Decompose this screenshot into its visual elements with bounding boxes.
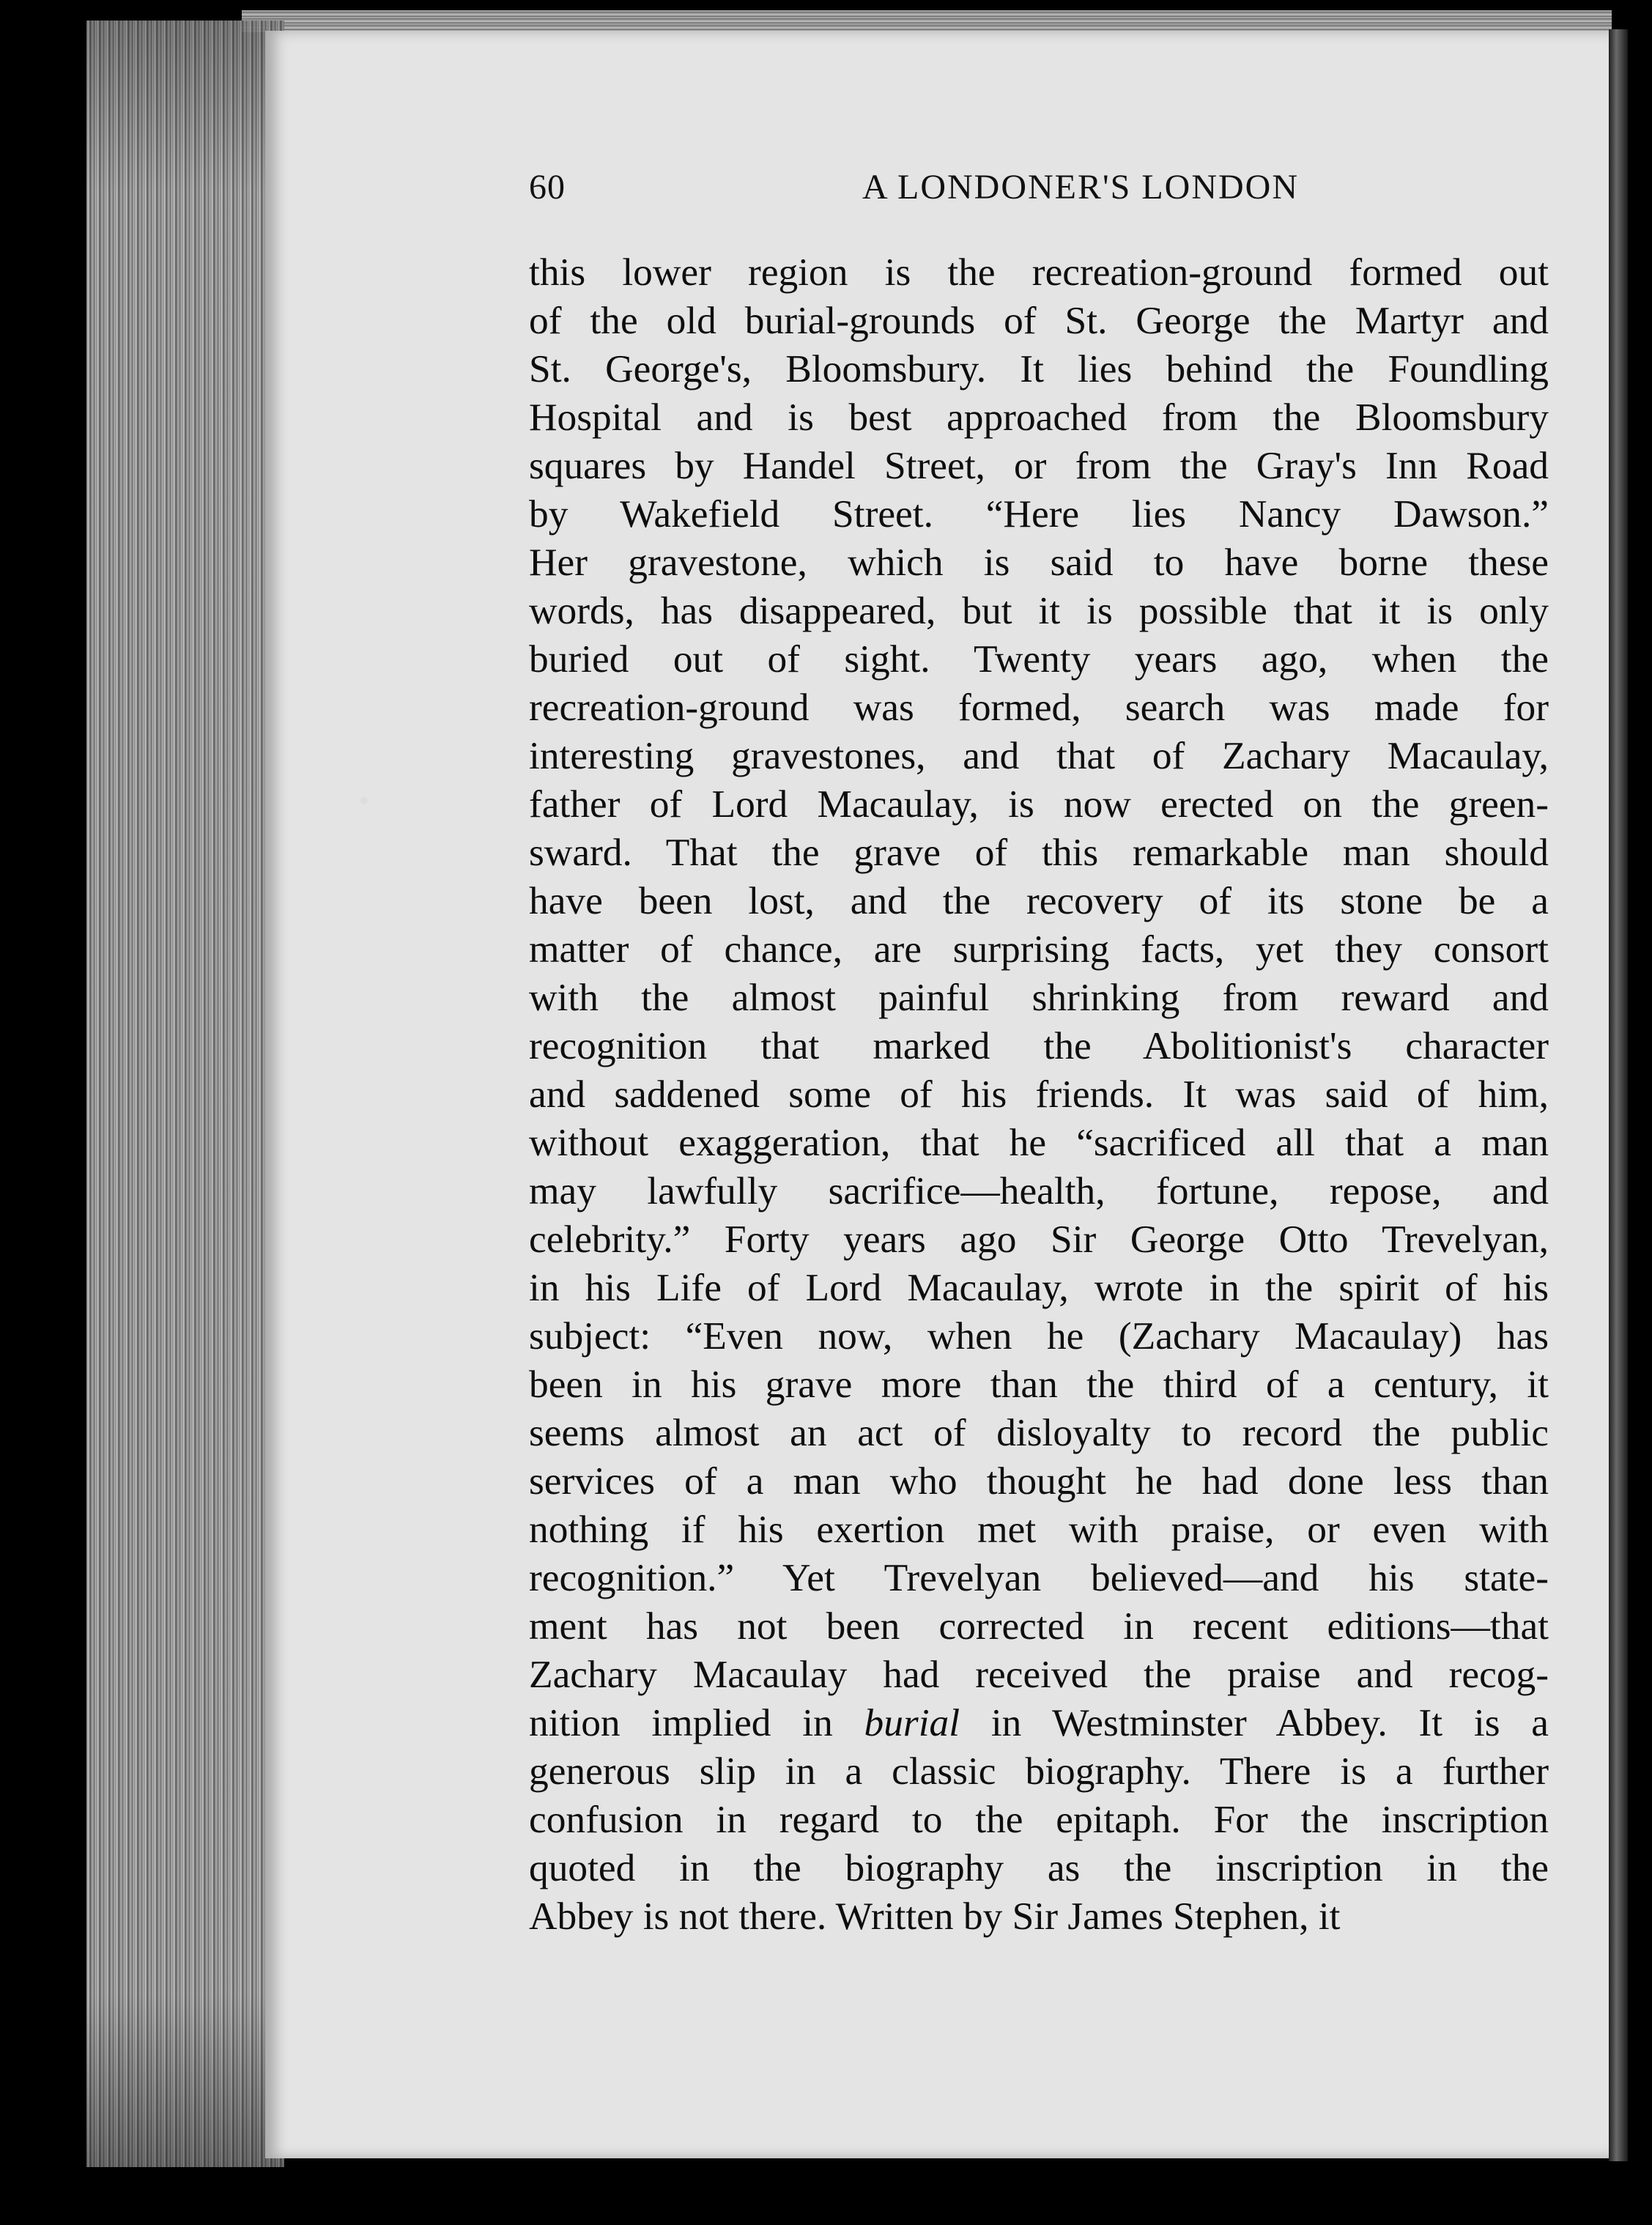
page-edges-stack — [86, 21, 284, 2167]
running-head — [529, 167, 1544, 218]
text-line: ment has not been corrected in recent editions—that — [529, 1604, 1549, 1648]
text-line: subject: “Even now, when he (Zachary Macaulay) has — [529, 1314, 1549, 1358]
text-line: confusion in regard to the epitaph. For the inscription — [529, 1797, 1549, 1841]
margin-speck — [360, 797, 368, 804]
text-line: of the old burial-grounds of St. George the Martyr and — [529, 298, 1549, 342]
text-line: services of a man who thought he had done less than — [529, 1459, 1549, 1503]
text-line: Hospital and is best approached from the Bloomsbury — [529, 395, 1549, 439]
text-line: St. George's, Bloomsbury. It lies behind the Foundling — [529, 347, 1549, 390]
page-right-edge — [1609, 29, 1628, 2161]
text-line: buried out of sight. Twenty years ago, when the — [529, 637, 1549, 681]
text-line: nothing if his exertion met with praise, or even with — [529, 1507, 1549, 1551]
text-line: recognition.” Yet Trevelyan believed—and his state- — [529, 1555, 1549, 1599]
text-line: this lower region is the recreation-ground formed out — [529, 250, 1549, 294]
text-line: quoted in the biography as the inscription in the — [529, 1845, 1549, 1889]
page-top-edge — [242, 10, 1612, 32]
text-line: Abbey is not there. Written by Sir James Stephen, it — [529, 1894, 1341, 1938]
page-number: 60 — [529, 168, 566, 207]
text-line: father of Lord Macaulay, is now erected on the green- — [529, 782, 1549, 826]
text-line: recreation-ground was formed, search was made for — [529, 685, 1549, 729]
text-run: nition implied in — [529, 1700, 833, 1744]
text-line: sward. That the grave of this remarkable man should — [529, 830, 1549, 874]
text-line: squares by Handel Street, or from the Gray's Inn Road — [529, 443, 1549, 487]
text-line: words, has disappeared, but it is possible that it is only — [529, 588, 1549, 632]
text-run: in Westminster Abbey. It is a — [990, 1700, 1549, 1744]
text-line: Her gravestone, which is said to have borne these — [529, 540, 1549, 584]
text-line: by Wakefield Street. “Here lies Nancy Dawson.” — [529, 492, 1549, 536]
text-line: recognition that marked the Abolitionist's character — [529, 1023, 1549, 1067]
text-line — [529, 1698, 1549, 1747]
text-line: interesting gravestones, and that of Zachary Macaulay, — [529, 733, 1549, 777]
italic-word: burial — [864, 1700, 960, 1744]
text-line: Zachary Macaulay had received the praise and recog- — [529, 1652, 1549, 1696]
running-title: A LONDONER'S LONDON — [862, 168, 1299, 207]
text-line: may lawfully sacrifice—health, fortune, repose, and — [529, 1169, 1549, 1213]
body-text — [529, 248, 1549, 1940]
text-line: have been lost, and the recovery of its stone be a — [529, 878, 1549, 922]
text-line: generous slip in a classic biography. There is a further — [529, 1749, 1549, 1793]
text-line: been in his grave more than the third of a century, it — [529, 1362, 1549, 1406]
text-line: seems almost an act of disloyalty to record the public — [529, 1410, 1549, 1454]
text-line: with the almost painful shrinking from reward and — [529, 975, 1549, 1019]
text-line: without exaggeration, that he “sacrificed all that a man — [529, 1120, 1549, 1164]
text-line: in his Life of Lord Macaulay, wrote in the spirit of his — [529, 1265, 1549, 1309]
text-line: and saddened some of his friends. It was said of him, — [529, 1072, 1549, 1116]
text-line: matter of chance, are surprising facts, yet they consort — [529, 927, 1549, 971]
text-line: celebrity.” Forty years ago Sir George Otto Trevelyan, — [529, 1217, 1549, 1261]
